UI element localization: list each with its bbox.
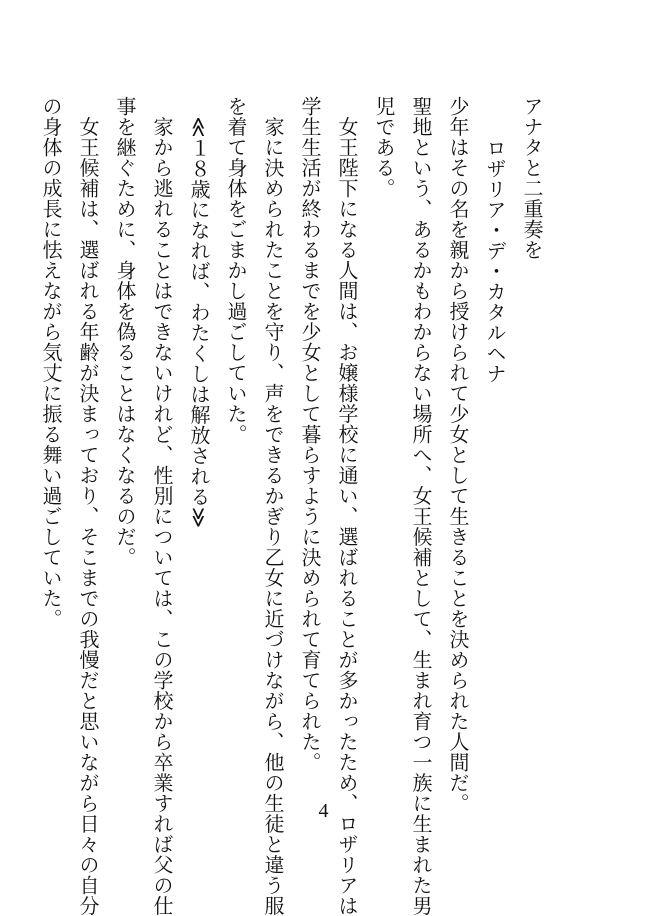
- body-line-3: 児である。: [372, 96, 396, 199]
- body-line-2: 聖地という、あるかもわからない場所へ、女王候補として、生まれ育つ一族に生まれた男: [409, 96, 433, 916]
- body-line-1: 少年はその名を親から授けられて少女として生きることを決められた人間だ。: [446, 96, 470, 814]
- author-name: ロザリア・デ・カタルヘナ: [483, 138, 507, 384]
- body-line-11: 女王候補は、選ばれる年齢が決まっており、そこまでの我慢だと思いながら日々の自分: [76, 96, 100, 916]
- page-number: 4: [318, 800, 329, 822]
- body-line-4: 女王陛下になる人間は、お嬢様学校に通い、選ばれることが多かったため、ロザリアは: [335, 96, 359, 916]
- body-line-6: 家に決められたことを守り、声をできるかぎり乙女に近づけながら、他の生徒と違う服: [261, 96, 285, 916]
- body-line-5: 学生生活が終わるまでを少女として暮らすように決められて育てられた。: [298, 96, 322, 773]
- body-line-9: 家から逃れることはできないけれど、性別については、この学校から卒業すれば父の仕: [150, 96, 174, 916]
- body-line-7: を着て身体をごまかし過ごしていた。: [224, 96, 248, 445]
- story-title: アナタと二重奏を: [520, 96, 544, 260]
- body-line-8: ≪１８歳になれば、わたくしは解放される≫: [187, 96, 211, 529]
- body-line-12: の身体の成長に怯えながら気丈に振る舞い過ごしていた。: [39, 96, 63, 629]
- body-line-10: 事を継ぐために、身体を偽ることはなくなるのだ。: [113, 96, 137, 568]
- vertical-text-body: [39, 96, 550, 916]
